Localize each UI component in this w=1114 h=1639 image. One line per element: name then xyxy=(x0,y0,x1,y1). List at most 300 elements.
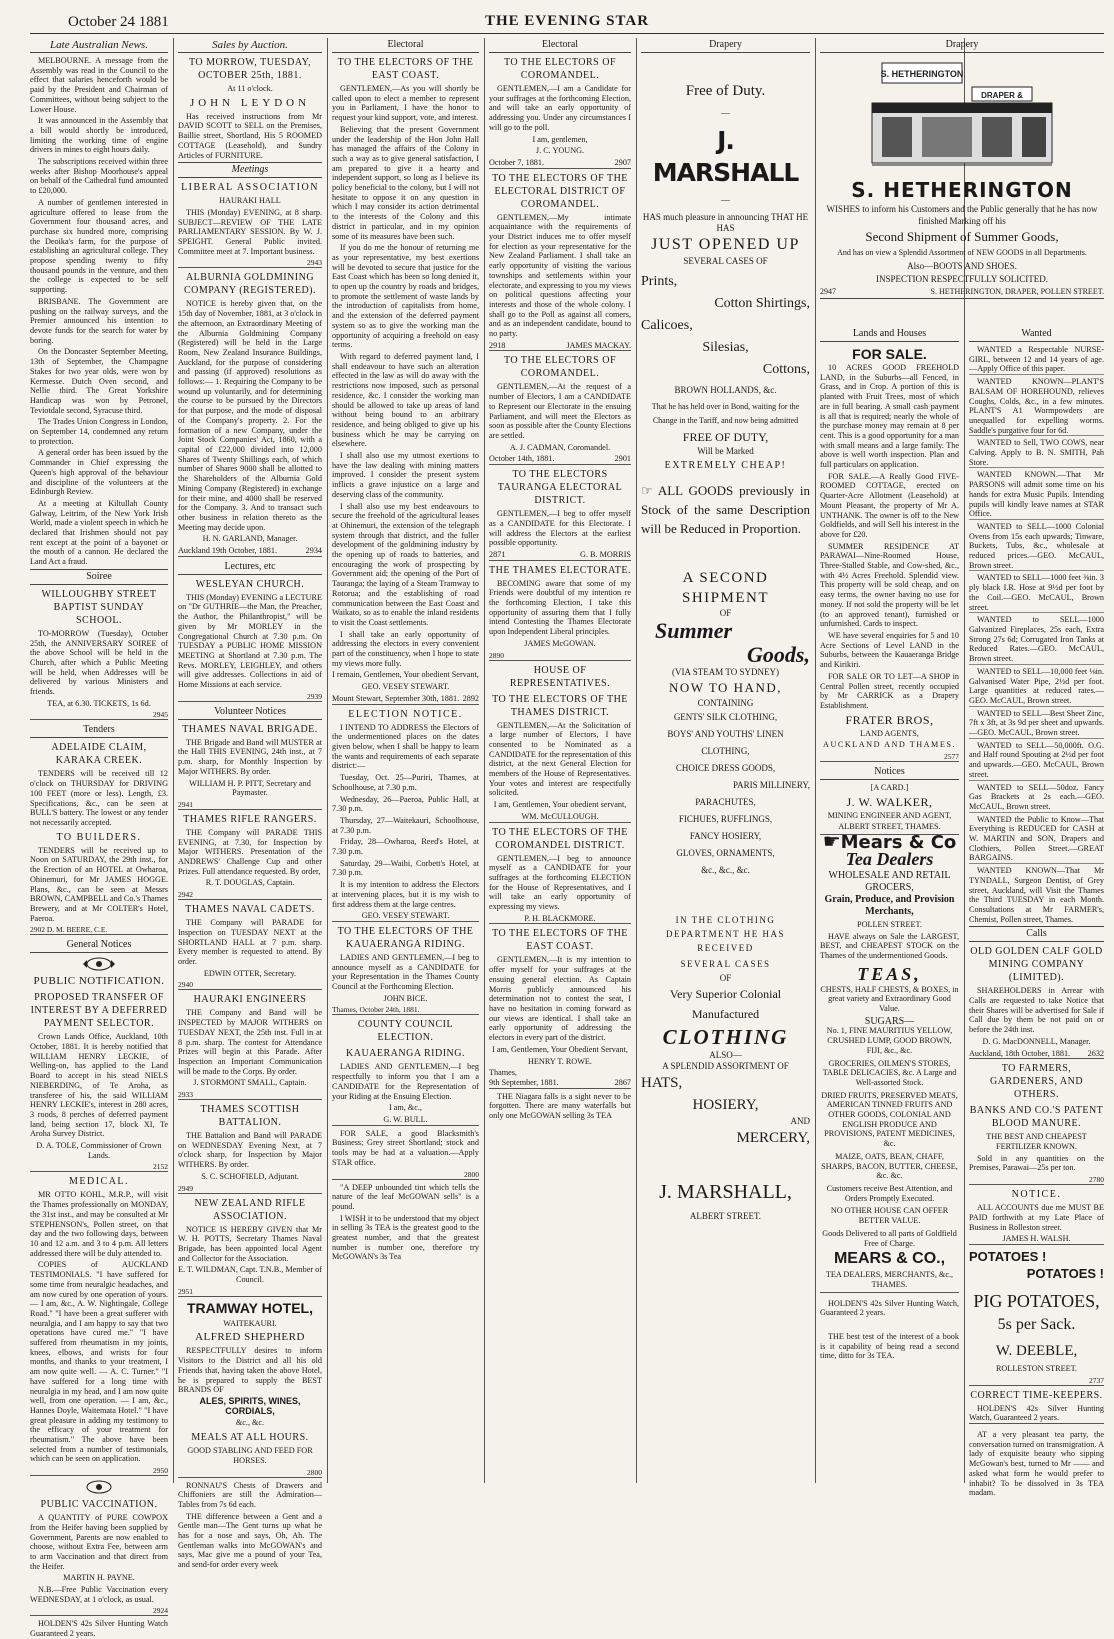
ad-name: FRATER BROS, xyxy=(845,712,934,727)
goods-list xyxy=(641,271,810,381)
pointing-hand-icon: ☛ xyxy=(822,831,841,854)
ad-text: CHESTS, HALF CHESTS, & BOXES, in great variety and Extraordinary Good Value. xyxy=(820,984,959,1014)
ad-text: THE Company will PARADE for Inspection on TUESDAY NEXT at the SHORTLAND HALL at 7 p.m. sharp. Every member is requested to attend. By order. xyxy=(178,918,322,966)
wanted-ad: WANTED to SELL—50doz. Fancy Gas Brackets at 2s each.—GEO. McCAUL, Brown street. xyxy=(969,782,1104,811)
ad-name: S. HETHERINGTON xyxy=(851,178,1073,202)
ad-number: 2950 xyxy=(30,1466,168,1476)
column-5 xyxy=(641,38,810,1483)
ad-headline: Free of Duty. xyxy=(685,83,766,99)
ad-headline: Tea Dealers xyxy=(845,848,934,869)
ad-number: 2933 xyxy=(178,1090,322,1100)
wanted-ad: WANTED KNOWN—PLANT'S BALSAM OF HOREHOUND, relieves Coughs, Colds, &c., in a few minutes. PLANT'S A1 Wormpowders are unequalled for expelling worms. Saddle's purgative four for 6d. xyxy=(969,377,1104,435)
ad-place: Thames, xyxy=(489,1068,517,1078)
goods-item: FICHUES, RUFFLINGS, xyxy=(678,814,773,824)
ad-text: GENTLEMEN,—At the Solicitation of a large number of Electors, I have consented to be Nominated as a CANDIDATE for the representation of this district, at the next General Election for members of the House of Representatives. Your votes and interest are respectfully solicited. xyxy=(489,720,631,798)
ad-text: That he has held over in Bond, waiting for the Change in the Tariff, and now being admitted xyxy=(651,402,800,425)
ad-headline: A SECOND SHIPMENT xyxy=(681,570,769,606)
ad-title: LIBERAL ASSOCIATION xyxy=(181,182,319,194)
ad-text: Also—BOOTS AND SHOES. xyxy=(907,261,1017,271)
ad-title: TO THE ELECTORS OF THE COROMANDEL DISTRICT. xyxy=(492,826,628,851)
spacer xyxy=(641,538,810,568)
issue-date: October 24 1881 xyxy=(68,14,169,30)
ad-number: 2940 xyxy=(178,980,322,990)
ad-signature: R. T. DOUGLAS, Captain. xyxy=(205,878,295,888)
ad-number: 2907 xyxy=(614,157,631,167)
ad-text: LADIES AND GENTLEMEN,—I beg to announce myself as a CANDIDATE for your Representation in the Thames County Council at the Forthcoming Election. xyxy=(332,952,479,992)
ad-number: 2934 xyxy=(305,546,322,556)
section-heading: Wanted xyxy=(969,327,1104,342)
ad-headline: 5s per Sack. xyxy=(997,1315,1076,1333)
ad-text: AT a very pleasant tea party, the conversation turned on transmigration. A lady of exquisite beauty who sipping McGowan's best, turned to Mr —— and asked what form he would prefer to inhabit? To be dissolved in 3s TEA madam. xyxy=(969,1430,1104,1498)
ad-text: [A CARD.] xyxy=(870,783,909,793)
wanted-ad: WANTED to SELL—50,000ft. O.G. and Half round Spouting at 2½d per foot and upwards.—GEO. McCAUL, Brown street. xyxy=(969,740,1104,779)
goods-item: Calicoes, xyxy=(641,318,693,333)
ad-text: CONTAINING xyxy=(697,698,754,708)
divider: — xyxy=(721,195,730,205)
ad-text: HOLDEN'S 42s Silver Hunting Watch, Guaranteed 2 years. xyxy=(969,1403,1104,1423)
goods-item: CHOICE DRESS GOODS, xyxy=(675,763,776,773)
ad-headline: POTATOES ! xyxy=(1026,1265,1104,1281)
goods-item: GLOVES, ORNAMENTS, xyxy=(676,848,775,858)
wanted-ad: WANTED the Public to Know—That Everything is REDUCED for CASH at W. MARTIN and SON, Drapers and Clothiers, Pollen Street.—GREAT BARGAINS. xyxy=(969,814,1104,863)
ad-text: GENTLEMEN,—It is my intention to offer myself for your suffrages at the ensuing general election. As Captain Morris publicly announced his determination not to contest the seat, I have no hesitation in coming forward as our views are identical. I shall take an early opportunity of addressing the electors in every part of the district. xyxy=(489,955,631,1043)
ad-name: J. MARSHALL xyxy=(652,126,799,187)
news-paragraph: It was announced in the Assembly that a bill would shortly be introduced, limiting the working time of engine drivers in mines to eight hours daily. xyxy=(30,116,168,155)
ad-text: TEA, at 6.30. TICKETS, 1s 6d. xyxy=(47,698,151,708)
ad-signature: GEO. VESEY STEWART. xyxy=(361,682,450,692)
ad-text: TENDERS will be received up to Noon on SATURDAY, the 29th inst., for the Erection of an HOTEL at Owharoa, Ohinemuri, for Mr JAMES HOGGE. Plans, &c., can be seen at Messrs BROWN, CAMPBELL and Co.'s Thames Brewery, and at Mr COLTER's Hotel, Paeroa. xyxy=(30,845,168,923)
ad-text: No. 1, FINE MAURITIUS YELLOW, CRUSHED LUMP, GOOD BROWN, FIJI, &c., &c. xyxy=(826,1026,953,1055)
ad-text: THIS (Monday) EVENING a LECTURE on "Dr GUTHRIE—the Man, the Preacher, the Author, the Philanthropist," will be given by Mr MORLEY in the Congregational Church at 7.30 p.m. On TUESDAY a PUBLIC HOME MISSION MEETING at Shortland at 7.30 p.m. The Revs. MORLEY, LEIGHLEY, and others will give addresses. Collections in aid of Home Missions at each service. xyxy=(178,592,322,690)
ad-text: BECOMING aware that some of my Friends were doubtful of my intention re the forthcoming Election, I take this opportunity of assuring them that I fully intend Contesting the Thames Electorate upon Independent Liberal principles. xyxy=(489,578,631,637)
ad-number: 2941 xyxy=(178,800,322,810)
ad-text: ALBERT STREET. xyxy=(689,1211,762,1221)
news-paragraph: At a meeting at Kiltullah County Galway, Leitrim, of the New York Irish World, made a violent speech in which he declared that Irishmen should not pay rent except at the point of a bayonet or the mouth of a cannon. He declared the Land Act a fraud. xyxy=(30,498,168,567)
ad-title: NOTICE. xyxy=(1011,1189,1062,1201)
ad-number: 2943 xyxy=(178,258,322,268)
ad-headline: MERCERY, xyxy=(736,1130,810,1146)
ad-signature: WILLIAM H. P. PITT, Secretary and Paymaster. xyxy=(189,778,311,798)
ad-text: Goods Delivered to all parts of Goldfield Free of Charge. xyxy=(822,1228,957,1248)
column-divider xyxy=(327,38,328,1483)
ad-name: ALFRED SHEPHERD xyxy=(195,1331,305,1344)
section-heading: Notices xyxy=(820,765,959,780)
news-paragraph: On the Doncaster September Meeting, 13th of September, the Champagne Stakes for two year olds, were won by Kermesse. Dutch Oven second, and Nellie third. The Great Yorkshire Handicap was won by Petronel, Teviotdale second, Syracuse third. xyxy=(30,347,168,415)
ad-footer xyxy=(489,550,631,561)
ad-title: TO THE ELECTORS OF COROMANDEL. xyxy=(503,57,617,81)
ad-footer xyxy=(820,285,1104,299)
ad-text: I INTEND TO ADDRESS the Electors of the undermentioned places on the dates given below, when I shall be happy to learn the wants and requirements of each separate district:— xyxy=(332,722,479,771)
ad-headline: JUST OPENED UP xyxy=(651,236,800,253)
ad-title: TO THE ELECTORS OF THE ELECTORAL DISTRICT OF COROMANDEL. xyxy=(492,172,628,210)
ad-closing: I am, Gentlemen, Your obedient servant, xyxy=(493,800,627,810)
ad-number: 2902 D. M. BEERE, C.E. xyxy=(30,925,168,935)
ad-title: MEDICAL. xyxy=(68,1176,130,1188)
ad-text: LADIES AND GENTLEMEN,—I beg respectfully to inform you that I am a CANDIDATE for the Representation of your Riding at the Ensuing Election. xyxy=(332,1062,479,1101)
ad-text: THE best test of the interest of a book is it capability of being read a second time, ditto for 3s TEA. xyxy=(820,1332,959,1361)
ad-text: GENTLEMEN,—I am a Candidate for your suffrages at the forthcoming Election, and will take an early opportunity of addressing you. Under any circumstances I will go to the poll. xyxy=(489,84,631,132)
ad-text: Sold in any quantities on the Premises, Parawai—25s per ton. xyxy=(969,1153,1104,1173)
spacer xyxy=(641,879,810,913)
ad-footer xyxy=(178,546,322,557)
ad-number: 2942 xyxy=(178,890,322,900)
ad-text: I shall also use my best endeavours to secure the freehold of the agricultural leases at Ohinemuri, the extension of the telegraph system through that district, and the fuller development of the goldmining industry by the opening up of roads to batteries, and encouraging the work of prospecting by Government aid; the opening of the Port of Tauranga; the laying of a Steam Tramway to Rotorua; and the establishing of road communication between the East Coast and Waikato, so as to enable the inland residents to visit the Coast settlements. xyxy=(332,501,479,627)
ad-text: Crown Lands Office, Auckland, 10th October, 1881. It is hereby notified that WILLIAM HENRY LECKIE, of Welling-on, has applied to the Land Board to accept in his stead NIELS NIEBERDING, of Te Aroha, as transferee of his, the said WILLIAM HENRY LECKIE's, interest in 280 acres, 3 roods, 8 perches of deferred payment land, being section 17, block XI, Te Aroha Survey District. xyxy=(30,1032,168,1139)
ad-signature: G. W. BULL. xyxy=(332,1115,479,1126)
goods-item: PARIS MILLINERY, xyxy=(732,780,810,790)
ad-text: NO OTHER HOUSE CAN OFFER BETTER VALUE. xyxy=(830,1206,949,1226)
goods-item: &c., &c., &c. xyxy=(701,865,750,875)
ad-text: GROCERIES, OILMEN'S STORES, TABLE DELICACIES, &c. A Large and Well-assorted Stock. xyxy=(822,1058,957,1087)
ad-text: Will be Marked xyxy=(697,446,754,456)
ad-signature: S. C. SCHOFIELD, Adjutant. xyxy=(201,1171,299,1181)
ad-text: LAND AGENTS, xyxy=(860,728,919,738)
ad-text: With regard to deferred payment land, I shall endeavour to have such an alteration effected in the law as will do away with the restrictions now imposed, such as personal residence, &c. I consider the working man should be allowed to take up areas of land without being bound to an arbitrary residence, and being obliged to give up his business which he may be carrying on elsewhere. xyxy=(332,351,479,449)
section-heading: Calls xyxy=(969,926,1104,942)
ad-text: HAVE always on Sale the LARGEST, BEST, and CHEAPEST STOCK on the Thames of the undermentioned Goods. xyxy=(820,931,959,960)
wanted-ad: WANTED a Respectable NURSE-GIRL, between 12 and 14 years of age.—Apply Office of this paper. xyxy=(969,345,1104,374)
ad-text: THE Company will PARADE THIS EVENING, at 7.30, for Inspection by Major WITHERS. Presentation of the ANDREWS' Challenge Cup and other Prizes. Full attendance requested. By order, xyxy=(178,827,322,876)
ad-text: COPIES of AUCKLAND TESTIMONIALS. "I have suffered for some time from neuralgic headaches, and am now cured by one operation of yours. — I am, &c., A. W. Nightingale, College Road." "I have been a great sufferer with neuralgia, and I am happy to say that two operations have cured me." "I have suffered from rheumatism in my joints, knees, elbows, and wrists for four months, and thanks to your treatment, I am now quite well. — A. C. Turner." "I have suffered for a long time with neuralgia in my head, and I am now quite well, from one operation. — I am, &c., Hannes Doyle, Waitemata Hotel." "I have great pleasure in adding my testimony to the efficacy of your treatment for rheumatism." The above have been selected from a number of testimonials, which can be seen on application. xyxy=(30,1260,168,1464)
royal-crest-icon xyxy=(79,1480,119,1494)
ad-headline: Goods, xyxy=(747,642,810,667)
ad-number: 2152 xyxy=(30,1162,168,1172)
ad-signature: A. J. CADMAN, Coromandel. xyxy=(509,442,611,452)
ad-text: POLLEN STREET. xyxy=(857,919,922,929)
auctioneer-name: JOHN LEYDON xyxy=(189,96,311,109)
ad-text: I shall take an early opportunity of addressing the electors in every convenient part of the constituency, when I hope to state my views more fully. xyxy=(332,629,479,668)
ad-signature: J. STORMONT SMALL, Captain. xyxy=(193,1078,307,1088)
ad-body: ALL GOODS previously in Stock of the same Description will be Reduced in Proportion. xyxy=(641,483,810,536)
ad-subtitle: HAURAKI HALL xyxy=(219,196,281,206)
ad-text: OF xyxy=(719,973,732,983)
column-divider xyxy=(636,38,637,1483)
ad-headline: HATS, xyxy=(641,1075,683,1091)
ad-signature: D. A. TOLE, Commissioner of Crown Lands. xyxy=(36,1141,162,1160)
ad-text: MINING ENGINEER AND AGENT, xyxy=(827,810,952,820)
ad-text: Very Superior Colonial Manufactured xyxy=(669,987,782,1021)
column-4 xyxy=(489,38,631,1483)
ad-text: FOR SALE.—A Really Good FIVE-ROOMED COTTAGE, erected on Quarter-Acre Allotment (Leasehold) at Mount Pleasant, the property of Mr A. UNTHANK. The owner is off to the New Goldfields, and will Sell his interest in the above for £20. xyxy=(820,471,959,539)
section-heading: Lands and Houses xyxy=(820,327,959,342)
ad-footer xyxy=(969,1049,1104,1060)
news-paragraph: BRISBANE. The Government are pushing on the railway surveys, and the Premier announced his intention to devote funds for the search for water by boring. xyxy=(30,296,168,345)
ad-headline: CLOTHING xyxy=(662,1025,789,1049)
ad-text: SHAREHOLDERS in Arrear with Calls are requested to take Notice that their Shares will be advertised for Sale if Call due by them be not paid on or before the 24th inst. xyxy=(969,986,1104,1035)
ad-name: Mears & Co xyxy=(840,832,957,854)
wanted-ad: WANTED to SELL—1000 feet ⅜in. 3 ply black I.R. Hose at 9½d per foot by the Coil.—GEO. McCAUL, Brown street. xyxy=(969,573,1104,612)
ad-signature: D. G. MacDONNELL, Manager. xyxy=(982,1036,1091,1046)
ad-headline: FREE OF DUTY, xyxy=(682,430,769,444)
ad-closing: I remain, Gentlemen, Your obedient Servant, xyxy=(332,670,479,680)
ad-signature: EDWIN OTTER, Secretary. xyxy=(203,968,297,978)
schedule-item: Saturday, 29—Waihi, Corbett's Hotel, at 7.30 p.m. xyxy=(332,858,479,878)
wanted-ad: WANTED to Sell, TWO COWS, near Calving. Apply to B. N. SMITH, Pah Store. xyxy=(969,438,1104,467)
ad-text: &c., &c. xyxy=(235,1418,265,1428)
ad-name: MEARS & CO., xyxy=(833,1250,946,1268)
ad-text: I WISH it to be understood that my object in selling 3s TEA is the greatest good to the greatest number, and that the greatest number is number one, therefore try McGOWAN's 3s Tea xyxy=(332,1213,479,1262)
column-7 xyxy=(969,327,1104,1498)
ad-number: 2939 xyxy=(178,692,322,702)
ad-title: CORRECT TIME-KEEPERS. xyxy=(970,1389,1103,1401)
ad-number: 2945 xyxy=(30,710,168,720)
ad-title: ELECTION NOTICE. xyxy=(348,708,463,720)
ad-signature: J. C. YOUNG. xyxy=(535,146,585,156)
ad-signature: H. N. GARLAND, Manager. xyxy=(202,534,298,544)
ad-name: W. DEEBLE, xyxy=(995,1342,1078,1359)
masthead: THE EVENING STAR xyxy=(484,13,650,29)
ad-signature: GEO. VESEY STEWART. xyxy=(332,911,479,922)
ad-text: ALL ACCOUNTS due me MUST BE PAID forthwith at my Late Place of Business in Rolleston street. xyxy=(969,1203,1104,1232)
wanted-ad: WANTED to SELL—10,000 feet ⅛in. Galvanised Water Pipe, 2½d per foot. Large quantities at reduced rates.—GEO. McCAUL, Brown street. xyxy=(969,666,1104,705)
ad-text: ALBERT STREET, THAMES. xyxy=(820,822,959,835)
ad-date: October 7, 1881. xyxy=(489,157,545,167)
ad-closing: I am, &c., xyxy=(389,1103,422,1113)
section-heading: General Notices xyxy=(30,938,168,953)
ad-signature: G. B. MORRIS xyxy=(580,549,631,559)
ad-title: TO THE ELECTORS OF COROMANDEL. xyxy=(503,355,617,380)
shop-front-illustration xyxy=(862,57,1062,177)
ad-title: THAMES SCOTTISH BATTALION. xyxy=(200,1104,300,1129)
shop-sign-text: DRAPER & xyxy=(981,91,1023,100)
ad-text: Believing that the present Government under the leadership of the Hon John Hall has managed the affairs of the Colony in such a way as to give general satisfaction, I am prepared to give it a hearty and independent support, so long as I believe its policy beneficial to the colony, but I will not hesitate to oppose it on any question in which I may consider its action detrimental to the interests of the Colony and this district in particular, and in my opinion some of its measures have been such. xyxy=(332,124,479,241)
goods-list xyxy=(641,709,810,879)
ad-text: OF xyxy=(719,608,732,618)
ad-text: HAS much pleasure in announcing THAT HE HAS xyxy=(642,212,809,233)
ad-number: 2901 xyxy=(614,454,631,464)
wanted-ad: WANTED KNOWN—That Mr TYNDALL, Surgeon Dentist, of Grey street, Auckland, will Visit the Thames the Third TUESDAY in each Month. Consultations at Mr FARMER's, Chemist, Pollen street, Thames. xyxy=(969,866,1104,924)
ad-number: 2800 xyxy=(332,1170,479,1180)
ad-text: IN THE CLOTHING DEPARTMENT HE HAS RECEIVED xyxy=(666,915,785,953)
hetherington-ad xyxy=(820,38,1104,326)
ad-headline: EXTREMELY CHEAP! xyxy=(664,460,787,471)
section-heading: Tenders xyxy=(30,723,168,738)
ad-text: BROWN HOLLANDS, &c. xyxy=(674,385,777,395)
schedule-item: Thursday, 27—Waitekauri, Schoolhouse, at 7.30 p.m. xyxy=(332,815,479,835)
ad-headline: NOW TO HAND, xyxy=(669,680,782,695)
ad-subtitle: PROPOSED TRANSFER OF INTEREST BY A DEFERRED PAYMENT SELECTOR. xyxy=(30,992,168,1030)
ad-text: AND xyxy=(790,1116,810,1126)
news-paragraph: The Trades Union Congress in London, on September 14, condemned any return to protection. xyxy=(30,417,168,446)
ad-time: At 11 o'clock. xyxy=(227,84,273,93)
ad-number: 2949 xyxy=(178,1184,322,1194)
ad-text: "A DEEP unbounded tint which tells the nature of the leaf McGOWAN sells" is a pound. xyxy=(332,1182,479,1211)
pointing-hand-icon: ☞ xyxy=(641,483,658,498)
ad-text: RESPECTFULLY desires to inform Visitors to the District and all his old Friends that, having taken the above Hotel, he is prepared to supply the BEST BRANDS OF xyxy=(178,1346,322,1395)
goods-item: Silesias, xyxy=(702,340,749,355)
ad-text: WISHES to inform his Customers and the Public generally that he has now finished Marking off his xyxy=(826,204,1098,226)
ad-footer xyxy=(489,341,631,352)
ad-number: 2780 xyxy=(969,1175,1104,1185)
column-divider xyxy=(815,38,816,1483)
ad-text: THE Niagara falls is a sight never to be forgotten. There are many waterfalls but only one McGOWAN selling 3s TEA xyxy=(489,1091,631,1121)
ad-number: 2577 xyxy=(820,752,959,762)
ad-headline: PIG POTATOES, xyxy=(973,1290,1100,1311)
ad-title: ALBURNIA GOLDMINING COMPANY (REGISTERED). xyxy=(184,272,316,297)
ad-date: Mount Stewart, September 30th, 1881. xyxy=(332,693,460,703)
ad-closing: I am, Gentlemen, Your Obedient Servant, xyxy=(492,1044,628,1054)
news-paragraph: MELBOURNE. A message from the Assembly was read in the Council to the effect that salaries henceforth would be paid by the President and Chairman of Committees, without being subject to the Lower House. xyxy=(30,56,168,114)
ad-title: THAMES NAVAL BRIGADE. xyxy=(182,723,318,735)
ad-number: 2800 xyxy=(178,1468,322,1478)
ad-title: TO THE ELECTORS OF THE THAMES DISTRICT. xyxy=(492,693,628,718)
ad-title: HAURAKI ENGINEERS xyxy=(193,994,307,1006)
ad-title: THAMES NAVAL CADETS. xyxy=(185,904,315,916)
goods-item: GENTS' SILK CLOTHING, xyxy=(673,712,778,722)
ad-signature: HENRY T. ROWE. xyxy=(528,1056,592,1066)
column-divider xyxy=(173,38,174,1483)
spacer xyxy=(641,56,810,80)
ad-title: PUBLIC NOTIFICATION. xyxy=(33,975,165,988)
section-heading: Meetings xyxy=(178,162,322,178)
wanted-ad: WANTED to SELL—1000 Galvanized Fireplaces, 25s each, Extra Strong 27s 6d; Corrugated Iron Tanks at Reduced Rates.—GEO. McCAUL, Brown street. xyxy=(969,615,1104,664)
ad-text: THE Brigade and Band will MUSTER at the Hall THIS EVENING, 24th inst., at 7 p.m. sharp, for Monthly Inspection by Major WITHERS. By order. xyxy=(178,737,322,776)
ad-text: WE have several enquiries for 5 and 10 Acre Sections of Level LAND in the Suburbs, between the Kauaeranga Bridge and Kirikiri. xyxy=(820,630,959,670)
ad-title: TO BUILDERS. xyxy=(56,831,142,843)
ad-signature: JOHN BICE. xyxy=(383,993,428,1003)
column-3 xyxy=(332,38,479,1483)
goods-item: CLOTHING, xyxy=(701,746,750,756)
goods-item: Prints, xyxy=(641,274,678,289)
ad-brand xyxy=(820,831,959,854)
ad-text: (VIA STEAM TO SYDNEY) xyxy=(672,667,779,677)
ad-title: TO THE ELECTORS OF THE EAST COAST. xyxy=(337,57,474,81)
ad-subtitle: KAUAERANGA RIDING. xyxy=(346,1048,465,1060)
column-divider xyxy=(484,38,485,1483)
ad-text: THE difference between a Gent and a Gentle man—The Gent turns up what he has for a nose and says, Oh, Ah. The Gentleman walks into McGOWAN's and says, Mac give me a pound of your Tea, and send-for order every week xyxy=(178,1511,322,1570)
shop-sign-text: S. HETHERINGTON xyxy=(880,69,964,79)
section-heading: Electoral xyxy=(489,38,631,53)
spacer xyxy=(641,1149,810,1179)
goods-item: FANCY HOSIERY, xyxy=(689,831,762,841)
section-heading: Soiree xyxy=(30,569,168,585)
ad-text: TENDERS will be received till 12 o'clock on THURSDAY for DRIVING 100 FEET (more or less). Length, £3. Specifications, &c., can be seen at BULL'S battery. The lowest or any tender not necessarily accepted. xyxy=(30,769,168,827)
ad-text: GENTLEMEN,—My intimate acquaintance with the requirements of your District induces me to offer myself for election as your representative for the New Zealand Parliament. I shall take an early opportunity of visiting the various townships and settlements within your electorate, and expressing to you my views on political questions affecting your interests and those of the whole colony. I shall go to the Poll as against all comers, and as an independent candidate, bound to no party. xyxy=(489,212,631,339)
ad-title: OLD GOLDEN CALF GOLD MINING COMPANY (LIMITED). xyxy=(970,946,1103,984)
ad-text: SUMMER RESIDENCE AT PARAWAI—Nine-Roomed House, Three-Stalled Stable, and Cow-shed, &c., with 4½ Acres Freehold. Splendid view. This property will be sold cheap, and on easy terms, the owner having no use for money. If not sold the property will be let (to an approved tenant), furnished or unfurnished. Cards to inspect. xyxy=(820,541,959,629)
ad-text: A SPLENDID ASSORTMENT OF xyxy=(662,1061,789,1071)
ad-number: 2947 xyxy=(820,287,836,296)
schedule-item: Wednesday, 26—Paeroa, Public Hall, at 7.30 p.m. xyxy=(332,794,479,814)
ad-text: GENTLEMEN,—I beg to offer myself as a CANDIDATE for this Electorate. I will address the Electors at the earliest possible opportunity. xyxy=(489,509,631,548)
ad-number: 2918 xyxy=(489,340,506,350)
ad-text: TEA DEALERS, MERCHANTS, &c., THAMES. xyxy=(820,1270,959,1292)
ad-text: A QUANTITY of PURE COWPOX from the Heifer having been supplied by Government, Parents are now enabled to choose, without Extra Fee, between arm to arm Vaccination and that direct from the Heifer. xyxy=(30,1513,168,1571)
ad-text: RONNAU'S Chests of Drawers and Chiffoniers are still the Admiration—Tables from 7s 6d each. xyxy=(178,1480,322,1509)
ad-title: THE THAMES ELECTORATE. xyxy=(489,564,632,576)
schedule-item: Friday, 28—Owharoa, Reed's Hotel, at 7.30 p.m. xyxy=(332,837,479,857)
ad-number: 2890 xyxy=(489,651,631,661)
ad-address: S. HETHERINGTON, DRAPER, POLLEN STREET. xyxy=(930,287,1104,296)
ad-title: PUBLIC VACCINATION. xyxy=(40,1499,158,1511)
ad-signature: E. T. WILDMAN, Capt. T.N.B., Member of Council. xyxy=(178,1265,322,1285)
ad-date: Thames, October 24th, 1881. xyxy=(332,1005,479,1015)
ad-name: J. W. WALKER, xyxy=(846,794,933,809)
section-heading: Drapery xyxy=(820,38,1104,53)
ad-text: Customers receive Best Attention, and Orders Promptly Executed. xyxy=(826,1184,953,1203)
ad-number: 2892 xyxy=(462,693,479,703)
ad-title: TRAMWAY HOTEL, xyxy=(186,1299,313,1316)
section-heading: Electoral xyxy=(332,38,479,53)
goods-item: Cotton Shirtings, xyxy=(714,296,810,311)
ad-text: WHOLESALE AND RETAIL GROCERS, xyxy=(828,869,951,893)
ad-number: 2632 xyxy=(1087,1048,1104,1058)
ad-signature: JAMES H. WALSH. xyxy=(969,1234,1104,1245)
ad-text: SEVERAL CASES xyxy=(680,959,771,969)
ad-text: THE Company and Band will be INSPECTED by MAJOR WITHERS on TUESDAY NEXT, the 25th inst. Full in at 8 p.m. sharp. The contest for Attendance Prizes will begin at this Parade. After Inspection an Important Communication will be made to the Corps. By order. xyxy=(178,1008,322,1076)
ad-text: Has received instructions from Mr DAVID SCOTT to SELL on the Premises, Baillie street, Shortland, His 5 ROOMED COTTAGE (Leasehold), and Sundry Articles of FURNITURE. xyxy=(178,111,322,160)
ad-date: Auckland, 18th October, 1881. xyxy=(969,1048,1071,1058)
section-heading: Drapery xyxy=(641,38,810,53)
section-heading: Sales by Auction. xyxy=(178,38,322,53)
ad-title: WILLOUGHBY STREET BAPTIST SUNDAY SCHOOL. xyxy=(41,588,157,626)
ad-text: GOOD STABLING AND FEED FOR HORSES. xyxy=(187,1446,313,1465)
ad-text: If you do me the honour of returning me as your representative, my best exertions will be devoted to secure that justice for the East Coast which has been so long denied it, to open up the country by roads and bridges, to promote the settlement of waste lands by the introduction of capitalists from home, and the extension of the deferred payment system so as to give the working man the opportunity of acquiring a freehold on easy terms. xyxy=(332,243,479,350)
ad-text: ROLLESTON STREET. xyxy=(995,1363,1078,1373)
ad-subtitle: WAITEKAURI. xyxy=(223,1318,277,1328)
ad-text xyxy=(641,481,810,538)
ad-number: 2867 xyxy=(614,1077,631,1087)
ad-number: 2924 xyxy=(30,1606,168,1616)
ad-text: And has on view a Splendid Assortment of NEW GOODS in all Departments. xyxy=(837,248,1087,257)
ad-number: 2871 xyxy=(489,549,506,559)
news-paragraph: The subscriptions received within three weeks after Bishop Moorhouse's appeal on behalf of the Cathedral fund amounted to £20,000. xyxy=(30,157,168,196)
ad-headline: FOR SALE. xyxy=(852,346,927,362)
ad-title: WESLEYAN CHURCH. xyxy=(195,578,305,590)
ad-headline: Summer xyxy=(655,618,733,643)
ad-text: SEVERAL CASES OF xyxy=(683,256,768,266)
ad-text: MR OTTO KOHL, M.R.P., will visit the Thames professionally on MONDAY, the 31st inst., and may be consulted at Mr STEPHENSON's, Pollen street, on that day and the two following days, between 10 and 12 a.m. and 3 to 4 p.m. All letters addressed there will be duly attended to. xyxy=(30,1190,168,1258)
ad-number: 2737 xyxy=(969,1376,1104,1386)
header-rule xyxy=(30,33,1104,34)
ad-text: 10 ACRES GOOD FREEHOLD LAND, in the Suburbs—all Fenced, in Grass, and in Crop. A portion of this is planted with Fruit Trees, most of which are in full bearing. A small cash payment is all that is required; nearly the whole of the purchase money may remain at 8 per cent. This is a good opportunity for a man with small means and a large family. The above is well worth inspection. Plan and full particulars on application. xyxy=(820,363,959,470)
ad-date: October 14th, 1881. xyxy=(489,454,555,464)
ad-title: TO FARMERS, GARDENERS, AND OTHERS. xyxy=(989,1063,1084,1101)
page-header xyxy=(30,0,1104,36)
column-6 xyxy=(820,327,959,1483)
ad-text: AUCKLAND AND THAMES. xyxy=(823,740,956,750)
wanted-ad: WANTED KNOWN.—That Mr PARSONS will admit some time on his hands for extra Music Pupils. Intending pupils will kindly leave names at STAR Office. xyxy=(969,470,1104,519)
news-paragraph: A number of gentlemen interested in agriculture offered to lease from the Government four thousand acres, and purchase six hundred more, comprising the Deoika's farm, for the purpose of establishing an agricultural college. They propose spending twenty to fifty thousand pounds in the venture, and then the college is expected to be self supporting. xyxy=(30,197,168,295)
column-1 xyxy=(30,38,168,1639)
ad-date: 9th September, 1881. xyxy=(489,1077,559,1087)
ad-title: TO THE ELECTORS OF THE KAUAERANGA RIDING. xyxy=(337,925,474,950)
ad-signature: WM. McCULLOUGH. xyxy=(489,812,631,823)
ad-headline: Second Shipment of Summer Goods, xyxy=(865,229,1059,244)
ad-text: SUGARS— xyxy=(864,1015,915,1027)
ad-text: FOR SALE OR TO LET—A SHOP in Central Pollen street, recently occupied by Mr CARRICK as a Drapery Establishment. xyxy=(820,671,959,710)
wanted-ad: WANTED to SELL—1000 Colonial Ovens from 15s each upwards; Tinware, Buckets, Tubs, &c., wholesale at reduced prices.—GEO. McCAUL, Brown street. xyxy=(969,521,1104,570)
ad-emphasis: ALES, SPIRITS, WINES, CORDIALS, xyxy=(199,1395,301,1416)
ad-text: ALSO— xyxy=(709,1050,742,1060)
section-heading: Volunteer Notices xyxy=(178,705,322,720)
ad-text: NOTICE IS HEREBY GIVEN that Mr W. H. POTTS, Secretary Thames Naval Brigade, has been appointed local Agent and Collector for the Association. xyxy=(178,1224,322,1263)
ad-date: Auckland 19th October, 1881. xyxy=(178,546,278,556)
ad-title: THAMES RIFLE RANGERS. xyxy=(183,813,317,825)
ad-title: NEW ZEALAND RIFLE ASSOCIATION. xyxy=(194,1197,306,1222)
ad-text: GENTLEMEN,—At the request of a number of Electors, I am a CANDIDATE to Represent our Electorate in the ensuing Parliament, and will meet the Electors as soon as possible after the County Elections are settled. xyxy=(489,382,631,440)
ad-signature: JAMES McGOWAN. xyxy=(524,638,596,648)
section-heading: Late Australian News. xyxy=(30,38,168,53)
ad-emphasis: MEALS AT ALL HOURS. xyxy=(191,1432,309,1444)
ad-text: FOR SALE, a good Blacksmith's Business; Grey street Shortland; stock and tools may be had at a valuation.—Apply STAR office. xyxy=(332,1128,479,1167)
ad-text: DRIED FRUITS, PRESERVED MEATS, AMERICAN TINNED FRUITS AND OTHER GOODS, COLONIAL AND ENGLISH PRODUCE AND PROVISIONS, PATENT MEDICINES, &c. xyxy=(821,1090,958,1149)
goods-item: PARACHUTES, xyxy=(695,797,756,807)
ad-footer xyxy=(489,1078,631,1089)
ad-text: NOTICE is hereby given that, on the 15th day of November, 1881, at 3 o'clock in the afternoon, an Extraordinary Meeting of the Alburnia Goldmining Company (Registered) will be held in the Large Room, New Zealand Insurance Buildings, Auckland, for the purpose of considering and passing (if approved) resolutions as follows:— 1. Requiring the Company to be wound up voluntarily, and for determining the course to be pursued by the Directors for that purpose, and the mode of disposal of the Company's property. 2. For the formation of a new Company, under the Joint Stock Companies' Act, 1860, with a capital of £22,000 divided into 12,000 Shares of Twenty Shillings each, of which number of Shares 9000 shall be allotted to the Shareholders of the Alburnia Gold Mining Company (Registered) in exchange for their mine, and 4000 shall be reserved for the Company. 3. And to transact such other business in relation thereto as the Meeting may decide upon. xyxy=(178,299,322,532)
ad-text: THE BEST AND CHEAPEST FERTILIZER KNOWN. xyxy=(986,1132,1087,1151)
ad-number: 2951 xyxy=(178,1287,322,1297)
